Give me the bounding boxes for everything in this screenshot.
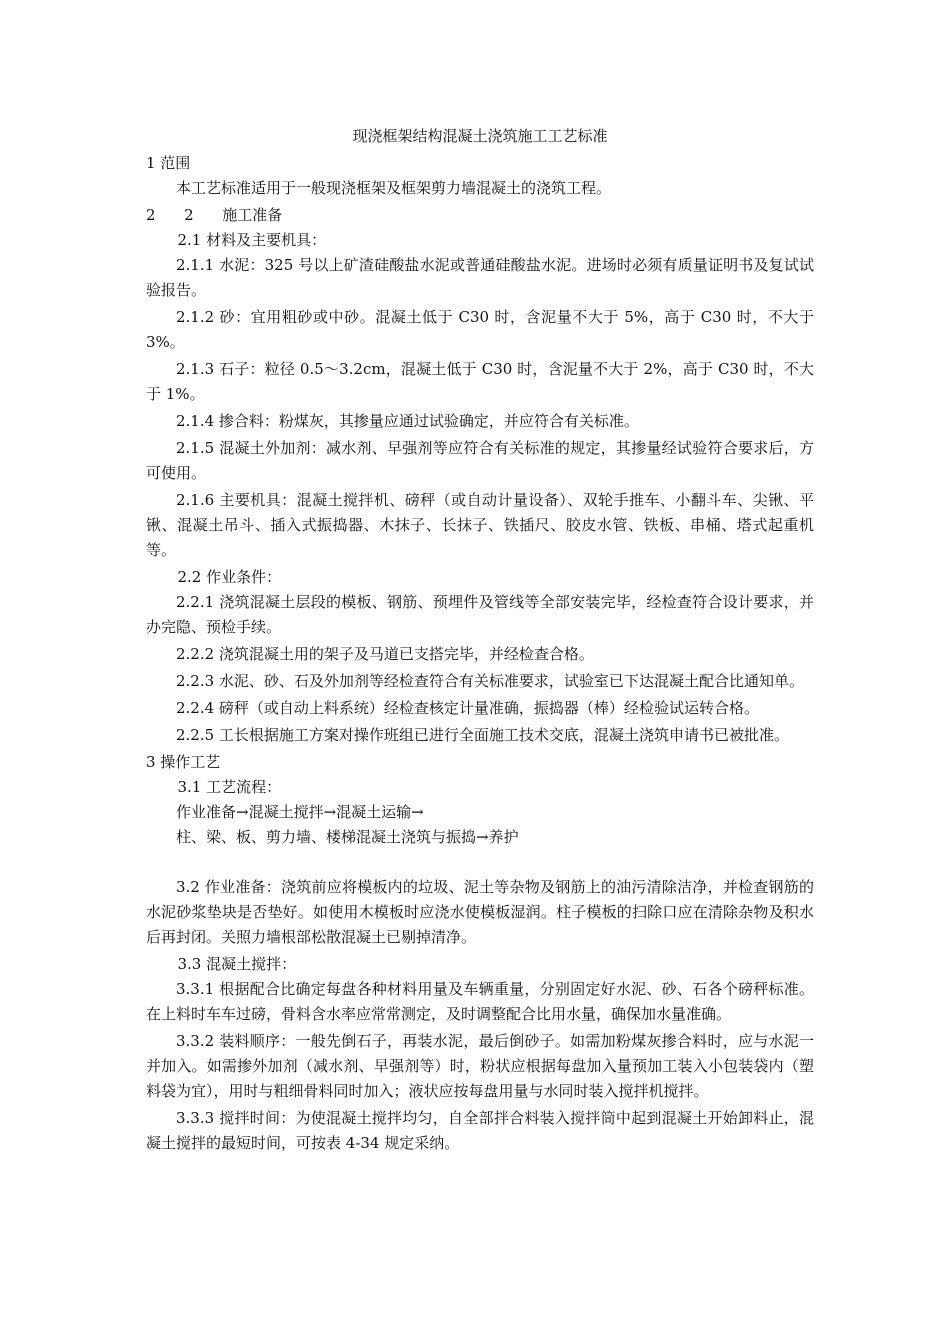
document-body — [146, 118, 814, 1158]
paragraph-2-1-4: 2.1.4 掺合料：粉煤灰，其掺量应通过试验确定，并应符合有关标准。 — [176, 412, 639, 430]
subsection-2-1-heading: 2.1 材料及主要机具： — [177, 231, 327, 249]
subsection-3-1-heading: 3.1 工艺流程： — [177, 778, 282, 796]
paragraph-3-2: 3.2 作业准备：浇筑前应将模板内的垃圾、泥土等杂物及钢筋上的油污清除洁净，并检查钢筋的水泥砂浆垫块是否垫好。如使用木模板时应浇水使模板湿润。柱子模板的扫除口应在清除杂物及积水后再封闭。关照力墙根部松散混凝土已剔掉清净。 — [146, 878, 814, 946]
subsection-2-2-heading: 2.2 作业条件： — [177, 568, 282, 586]
paragraph-3-3-1: 3.3.1 根据配合比确定每盘各种材料用量及车辆重量，分别固定好水泥、砂、石各个磅秤标准。在上料时车车过磅，骨料含水率应常常测定，及时调整配合比用水量，确保加水量准确。 — [146, 980, 814, 1023]
section-1-heading: 1 范围 — [146, 154, 191, 172]
process-flow-line-2: 柱、梁、板、剪力墙、楼梯混凝土浇筑与振捣→养护 — [176, 828, 519, 846]
paragraph-2-1-6: 2.1.6 主要机具：混凝土搅拌机、磅秤（或自动计量设备）、双轮手推车、小翻斗车、尖锹、平锹、混凝土吊斗、插入式振捣器、木抹子、长抹子、铁插尺、胶皮水管、铁板、串桶、塔式起重机等。 — [146, 491, 814, 559]
paragraph-3-3-2: 3.3.2 装料顺序：一般先倒石子，再装水泥，最后倒砂子。如需加粉煤灰掺合料时，应与水泥一并加入。如需掺外加剂（减水剂、早强剂等）时，粉状应根据每盘加入量预加工装入小包装袋内（塑料袋为宜），用时与粗细骨料同时加入；液状应按每盘用量与水同时装入搅拌机搅拌。 — [146, 1032, 814, 1100]
paragraph-2-2-3: 2.2.3 水泥、砂、石及外加剂等经检查符合有关标准要求，试验室已下达混凝土配合比通知单。 — [176, 672, 804, 690]
paragraph-2-2-1: 2.2.1 浇筑混凝土层段的模板、钢筋、预埋件及管线等全部安装完毕，经检查符合设计要求，并办完隐、预检手续。 — [146, 593, 814, 636]
paragraph-2-1-3: 2.1.3 石子：粒径 0.5～3.2cm，混凝土低于 C30 时，含泥量不大于 2%，高于 C30 时，不大于 1%。 — [146, 360, 814, 403]
paragraph-2-2-5: 2.2.5 工长根据施工方案对操作班组已进行全面施工技术交底，混凝土浇筑申请书已被批准。 — [176, 726, 789, 744]
paragraph-2-2-4: 2.2.4 磅秤（或自动上料系统）经检查核定计量准确，振捣器（棒）经检验试运转合格。 — [176, 699, 759, 717]
subsection-3-3-heading: 3.3 混凝土搅拌： — [177, 955, 297, 973]
paragraph-3-3-3: 3.3.3 搅拌时间：为使混凝土搅拌均匀，自全部拌合料装入搅拌筒中起到混凝土开始卸料止，混凝土搅拌的最短时间，可按表 4-34 规定采纳。 — [146, 1109, 814, 1152]
page-title: 现浇框架结构混凝土浇筑施工工艺标准 — [352, 127, 608, 145]
process-flow-line-1: 作业准备→混凝土搅拌→混凝土运输→ — [176, 803, 424, 821]
paragraph-2-2-2: 2.2.2 浇筑混凝土用的架子及马道已支搭完毕，并经检查合格。 — [176, 645, 594, 663]
blank-line — [146, 850, 814, 875]
section-2-heading: 2 2 施工准备 — [146, 206, 283, 224]
section-1-paragraph: 本工艺标准适用于一般现浇框架及框架剪力墙混凝土的浇筑工程。 — [176, 179, 612, 197]
section-3-heading: 3 操作工艺 — [146, 753, 221, 771]
paragraph-2-1-5: 2.1.5 混凝土外加剂：减水剂、早强剂等应符合有关标准的规定，其掺量经试验符合要求后，方可使用。 — [146, 439, 814, 482]
paragraph-2-1-2: 2.1.2 砂：宜用粗砂或中砂。混凝土低于 C30 时，含泥量不大于 5%，高于 C30 时，不大于 3%。 — [146, 308, 814, 351]
paragraph-2-1-1: 2.1.1 水泥：325 号以上矿渣硅酸盐水泥或普通硅酸盐水泥。进场时必须有质量证明书及复试试验报告。 — [146, 256, 814, 299]
